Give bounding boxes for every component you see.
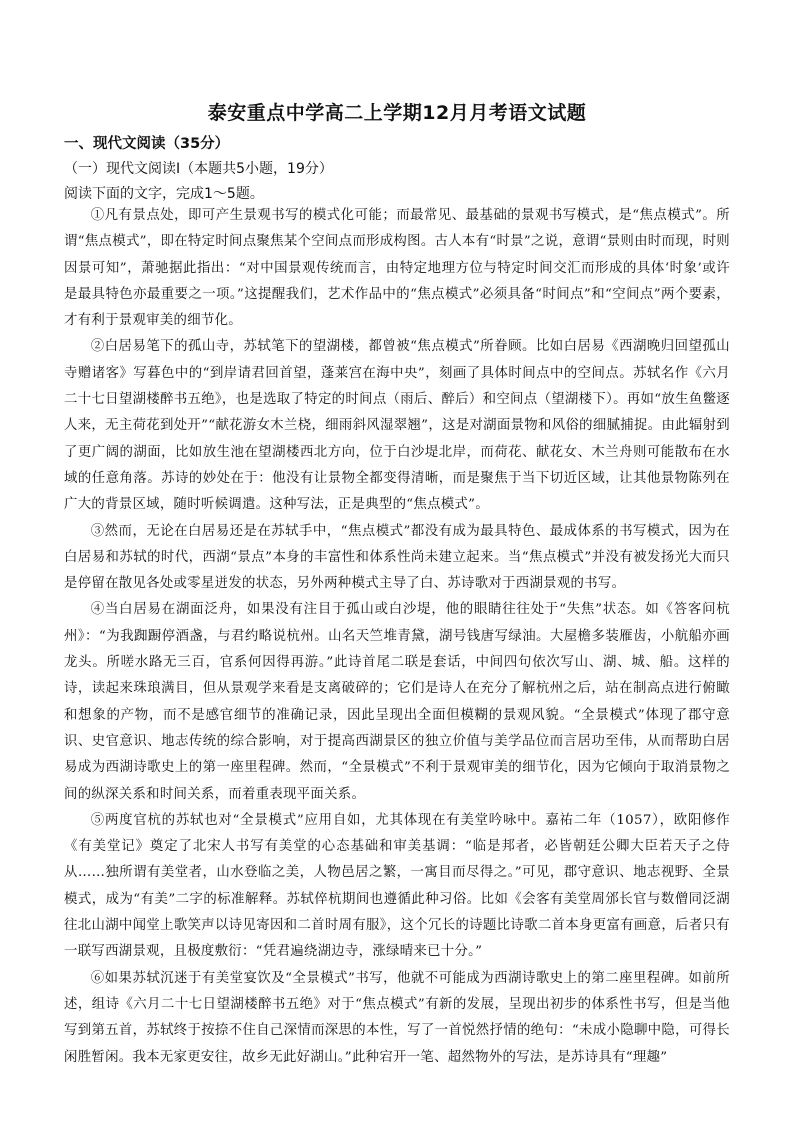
paragraph-6: ⑥如果苏轼沉迷于有美堂宴饮及“全景模式”书写，他就不可能成为西湖诗歌史上的第二座里程碑。如前所述，组诗《六月二十七日望湖楼醉书五绝》对于“焦点模式”有新的发展，呈现出初步的体系性书写，但是当他写到第五首，苏轼终于按捺不住自己深情而深思的本性，写了一首悦然抒情的绝句：“未成小隐聊中隐，可得长闲胜暂闲。我本无家更安往，故乡无此好湖山。”此种宕开一笔、超然物外的写法，是苏诗具有“理趣”: [64, 970, 730, 1065]
section-heading: 一、现代文阅读（35分）: [64, 136, 230, 152]
sub-heading: （一）现代文阅读Ⅰ（本题共5小题，19分）: [64, 161, 333, 177]
paragraph-2: ②白居易笔下的孤山寺，苏轼笔下的望湖楼，都曾被“焦点模式”所眷顾。比如白居易《西湖晚归回望孤山寺赠诸客》写暮色中的“到岸请君回首望，蓬莱宫在海中央”，刻画了具体时间点中的空间点。苏轼名作《六月二十七日望湖楼醉书五绝》，也是选取了特定的时间点（雨后、醉后）和空间点（望湖楼下）。再如“放生鱼鳖逐人来，无主荷花到处开”“献花游女木兰桡，细雨斜风湿翠翘”，这是对湖面景物和风俗的细腻捕捉。由此辐射到了更广阔的湖面，比如放生池在望湖楼西北方向，位于白沙堤北岸，而荷花、献花女、木兰舟则可能散布在水域的任意角落。苏诗的妙处在于：他没有让景物全都变得清晰，而是聚焦于当下切近区域，让其他景物陈列在广大的背景区域，随时听候调遣。这种写法，正是典型的“焦点模式”。: [64, 339, 730, 513]
paragraph-1: ①凡有景点处，即可产生景观书写的模式化可能；而最常见、最基础的景观书写模式，是“焦点模式”。所谓“焦点模式”，即在特定时间点聚焦某个空间点而形成构图。古人本有“时景”之说，意谓“景则由时而现，时则因景可知”，萧驰据此指出：“对中国景观传统而言，由特定地理方位与特定时间交汇而形成的具体‘时象’或许是最具特色亦最重要之一项。”这提醒我们，艺术作品中的“焦点模式”必须具备“时间点”和“空间点”两个要素，才有利于景观审美的细节化。: [64, 208, 730, 329]
paragraph-3: ③然而，无论在白居易还是在苏轼手中，“焦点模式”都没有成为最具特色、最成体系的书写模式，因为在白居易和苏轼的时代，西湖“景点”本身的丰富性和体系性尚未建立起来。当“焦点模式”并没有被发扬光大而只是停留在散见各处或零星迸发的状态，另外两种模式主导了白、苏诗歌对于西湖景观的书写。: [64, 523, 730, 592]
page-title: 泰安重点中学高二上学期12月月考语文试题: [207, 102, 587, 124]
paragraph-5: ⑤两度官杭的苏轼也对“全景模式”应用自如，尤其体现在有美堂吟咏中。嘉祐二年（1057），欧阳修作《有美堂记》奠定了北宋人书写有美堂的心态基础和审美基调：“临是邦者，必皆朝廷公卿大臣若天子之侍从……独所谓有美堂者，山水登临之美，人物邑居之繁，一寓目而尽得之。”可见，郡守意识、地志视野、全景模式，成为“有美”二字的标准解释。苏轼倅杭期间也遵循此种习俗。比如《会客有美堂周邠长官与数僧同泛湖往北山湖中闻堂上歌笑声以诗见寄因和二首时周有服》，这个冗长的诗题比诗歌二首本身更富有画意，后者只有一联写西湖景观，且极度敷衍：“凭君遍绕湖边寺，涨绿晴来已十分。”: [64, 812, 730, 960]
paragraph-4: ④当白居易在湖面泛舟，如果没有注目于孤山或白沙堤，他的眼睛往往处于“失焦”状态。如《答客问杭州》：“为我踟蹰停酒盏，与君约略说杭州。山名天竺堆青黛，湖号钱唐写绿油。大屋檐多装雁齿，小航船亦画龙头。所嗟水路无三百，官系何因得再游。”此诗首尾二联是套话，中间四句依次写山、湖、城、船。这样的诗，读起来珠琅满目，但从景观学来看是支离破碎的；它们是诗人在充分了解杭州之后，站在制高点进行俯瞰和想象的产物，而不是感官细节的准确记录，因此呈现出全面但模糊的景观风貌。“全景模式”体现了郡守意识、史官意识、地志传统的综合影响，对于提高西湖景区的独立价值与美学品位而言居功至伟，从而帮助白居易成为西湖诗歌史上的第一座里程碑。然而，“全景模式”不利于景观审美的细节化，因为它倾向于取消景物之间的纵深关系和时间关系，而着重表现平面关系。: [64, 602, 730, 802]
reading-passage: [64, 203, 730, 1071]
reading-instruction: 阅读下面的文字，完成1～5题。: [64, 186, 264, 202]
